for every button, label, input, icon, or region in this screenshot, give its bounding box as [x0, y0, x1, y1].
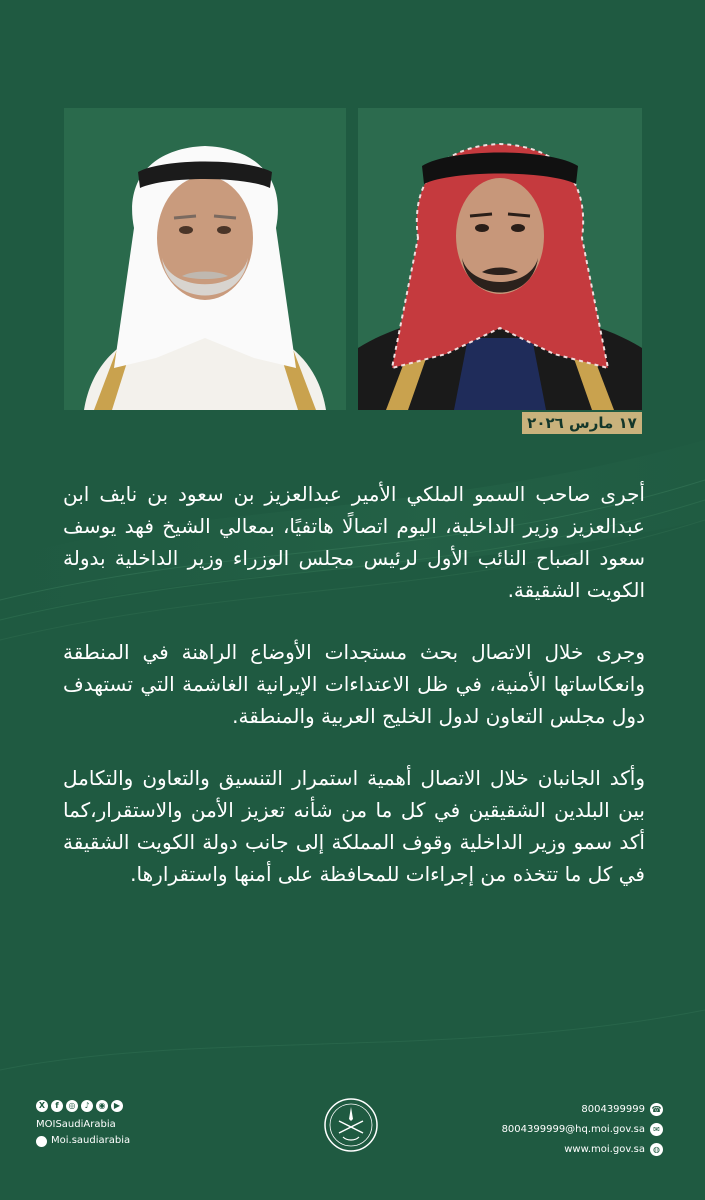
article-paragraph-3: وأكد الجانبان خلال الاتصال أهمية استمرار التنسيق والتعاون والتكامل بين البلدين الشقيقين في كل ما من شأنه تعزيز الأمن والاستقرار،كما أكد سمو وزير الداخلية وقوف المملكة إلى جانب دولة الكويت الشقيقة في كل ما تتخذه من إجراءات للمحافظة على أمنها واستقرارها. [63, 766, 645, 886]
photo-kuwait-official [64, 108, 346, 410]
footer-contacts [463, 1099, 663, 1159]
tiktok-icon[interactable]: ♪ [81, 1100, 93, 1112]
snapchat-handle[interactable] [36, 1133, 176, 1149]
date-badge: ١٧ مارس ٢٠٢٦ [522, 412, 642, 434]
snapchat-icon[interactable]: ◉ [96, 1100, 108, 1112]
phone-text: 8004399999 [581, 1103, 645, 1115]
article-body [63, 478, 645, 920]
contact-website[interactable] [463, 1139, 663, 1159]
saudi-emblem-icon [323, 1097, 379, 1153]
social-handle-text: MOISaudiArabia [36, 1119, 116, 1130]
contact-email[interactable] [463, 1119, 663, 1139]
contact-phone[interactable] [463, 1099, 663, 1119]
facebook-icon[interactable]: f [51, 1100, 63, 1112]
snapchat-ghost-icon [36, 1136, 47, 1147]
globe-icon: ◍ [650, 1143, 663, 1156]
phone-icon: ☎ [651, 1104, 662, 1114]
article-paragraph-2: وجرى خلال الاتصال بحث مستجدات الأوضاع الراهنة في المنطقة وانعكاساتها الأمنية، في ظل الاعتداءات الإيرانية الغاشمة التي تستهدف دول مجلس التعاون لدول الخليج العربية والمنطقة. [63, 640, 645, 728]
website-text: www.moi.gov.sa [564, 1143, 645, 1155]
photo-saudi-minister [358, 108, 642, 410]
instagram-icon[interactable]: ◎ [66, 1100, 78, 1112]
email-icon: ✉ [650, 1123, 663, 1136]
social-icons-row [36, 1100, 176, 1112]
article-paragraph-1: أجرى صاحب السمو الملكي الأمير عبدالعزيز بن سعود بن نايف ابن عبدالعزيز وزير الداخلية، اليوم اتصالًا هاتفيًا، بمعالي الشيخ فهد يوسف سعود الصباح النائب الأول لرئيس مجلس الوزراء وزير الداخلية بدولة الكويت الشقيقة. [63, 482, 645, 602]
x-icon[interactable]: X [36, 1100, 48, 1112]
email-text: 8004399999@hq.moi.gov.sa [501, 1123, 645, 1135]
social-handle[interactable] [36, 1117, 176, 1133]
footer-social [36, 1100, 176, 1149]
snapchat-handle-text: Moi.saudiarabia [51, 1135, 131, 1146]
youtube-icon[interactable]: ▶ [111, 1100, 123, 1112]
